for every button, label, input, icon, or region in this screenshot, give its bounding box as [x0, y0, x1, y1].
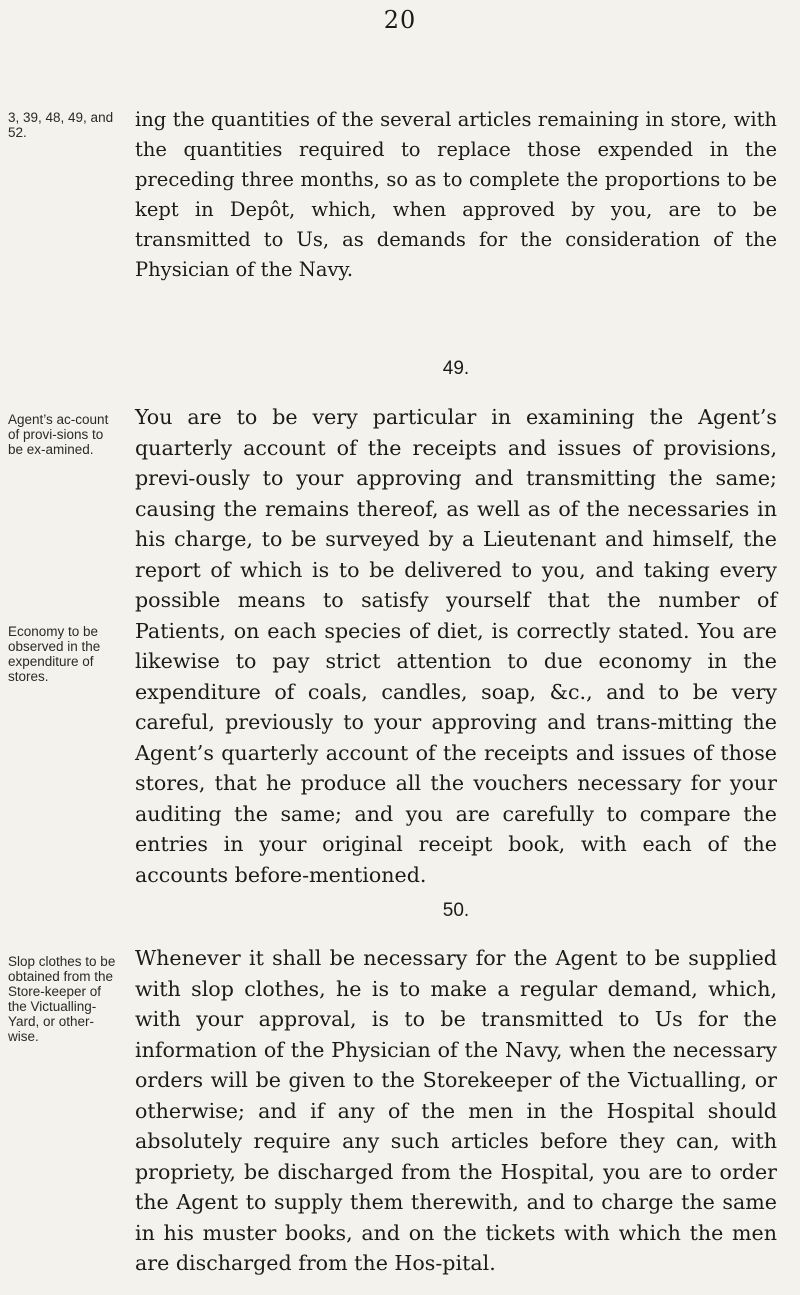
section-number-50: 50.: [442, 900, 470, 921]
margin-note-agents-account: Agent’s ac-count of provi-sions to be ex-amined.: [8, 412, 109, 457]
paragraph-continuation: ing the quantities of the several articles remaining in store, with the quantities required to replace those expended in the preceding three months, so as to complete the proportions to be kept in Depôt, which, when approved by you, are to be transmitted to Us, as demands for the consideration of the Physician of the Navy.: [135, 108, 777, 281]
paragraph-49: You are to be very particular in examining the Agent’s quarterly account of the receipts and issues of provisions, previ-ously to your approving and transmitting the same; causing the remains thereof, as well as of the necessaries in his charge, to be surveyed by a Lieutenant and himself, the report of which is to be delivered to you, and taking every possible means to satisfy yourself that the number of Patients, on each species of diet, is correctly stated. You are likewise to pay strict attention to due economy in the expenditure of coals, candles, soap, &c., and to be very careful, previously to your approving and trans-mitting the Agent’s quarterly account of the receipts and issues of those stores, that he produce all the vouchers necessary for your auditing the same; and you are carefully to compare the entries in your original receipt book, with each of the accounts before-mentioned.: [135, 405, 777, 887]
page-number: 20: [383, 6, 417, 34]
margin-note-references: 3, 39, 48, 49, and 52.: [8, 110, 114, 140]
paragraph-50: Whenever it shall be necessary for the Agent to be supplied with slop clothes, he is to make a regular demand, which, with your approval, is to be transmitted to Us for the information of the Physician of the Navy, when the necessary orders will be given to the Storekeeper of the Victualling, or otherwise; and if any of the men in the Hospital should absolutely require any such articles before they can, with propriety, be discharged from the Hospital, you are to order the Agent to supply them therewith, and to charge the same in his muster books, and on the tickets with which the men are discharged from the Hos-pital.: [135, 946, 777, 1275]
margin-note-economy: Economy to be observed in the expenditure of stores.: [8, 624, 101, 684]
section-number-49: 49.: [442, 358, 470, 379]
margin-note-slop-clothes: Slop clothes to be obtained from the Store-keeper of the Victualling-Yard, or other-wise.: [8, 954, 116, 1044]
